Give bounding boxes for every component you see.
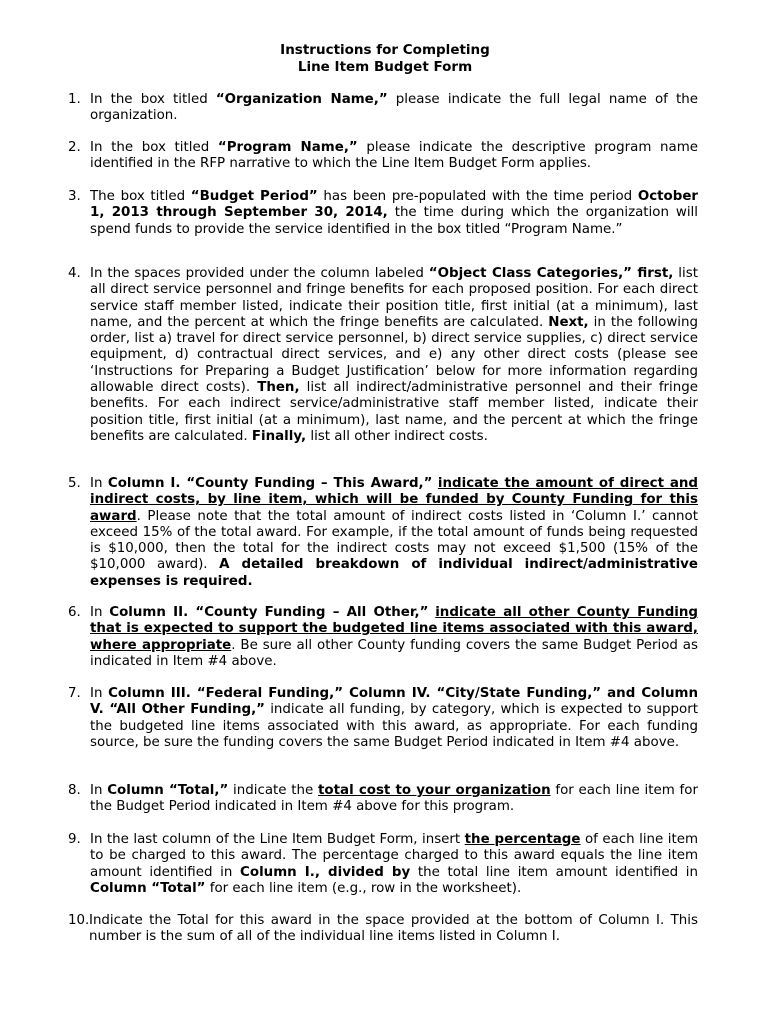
instruction-item-9 [68, 832, 698, 897]
instruction-item-3 [68, 189, 698, 238]
document-title-line-2: Line Item Budget Form [297, 59, 473, 75]
bold-phrase: “Program Name,” [217, 140, 358, 155]
text-run: indicate all funding, by category, which is expected to support the budgeted line items associated with this award, as appropriate. For each funding source, be sure the funding covers the same Budget Period indicated in Item #4 above. [90, 702, 698, 750]
instruction-item-8 [68, 783, 698, 816]
instruction-item-4 [68, 266, 698, 445]
item-number: 5. [68, 476, 81, 491]
bold-underlined-phrase: total cost to your organization [318, 783, 551, 798]
item-text [90, 832, 698, 897]
instruction-item-7 [68, 686, 698, 751]
item-number: 9. [68, 832, 81, 847]
instruction-item-1 [68, 92, 698, 125]
item-text [90, 92, 698, 125]
bold-phrase: A detailed breakdown of individual indirect/administrative expenses is required. [90, 557, 698, 589]
bold-phrase: Column III. “Federal Funding,” Column IV. “City/State Funding,” and Column V. “All Other Funding,” [90, 686, 698, 718]
instruction-item-5 [68, 476, 698, 590]
text-run: The box titled [90, 189, 191, 204]
bold-underlined-phrase: the percentage [464, 832, 581, 847]
text-run: please indicate the full legal name of the organization. [90, 92, 698, 124]
bold-phrase: Column I., divided by [240, 864, 411, 880]
text-run: has been pre-populated with the time period [317, 189, 638, 204]
bold-phrase: Column “Total,” [107, 783, 229, 798]
instruction-item-10 [68, 913, 698, 946]
text-run: indicate the [228, 783, 319, 798]
item-text [90, 605, 698, 670]
item-text [90, 686, 698, 751]
item-text [90, 189, 698, 238]
text-run: In the box titled [90, 92, 216, 107]
item-number: 6. [68, 605, 81, 620]
text-run: Indicate the Total for this award in the space provided at the bottom of Column I. This number is the sum of all of the individual line items listed in Column I. [89, 913, 698, 945]
text-run: list all other indirect costs. [306, 428, 488, 444]
item-text [90, 140, 698, 173]
bold-underlined-phrase: indicate all other County Funding that is expected to support the budgeted line items associated with this award, where appropriate [90, 605, 698, 653]
text-run: list all indirect/administrative personnel and their fringe benefits. For each indirect service/administrative staff member listed, indicate their position title, first initial (at a minimum), last name, and the percent at which the fringe benefits are calculated. [90, 380, 699, 444]
item-number: 7. [68, 686, 81, 701]
text-run: In [90, 686, 109, 701]
bold-phrase: Column “Total” [90, 880, 206, 896]
item-number: 2. [68, 140, 81, 155]
text-run: in the following order, list a) travel for direct service personnel, b) direct service supplies, c) direct service equipment, d) contractual direct services, and e) any other direct costs (please see ‘Instructions for Preparing a Budget Justification’ below for more information regarding allowable direct costs). [90, 314, 698, 396]
item-number: 4. [68, 266, 81, 281]
item-text [90, 266, 698, 445]
text-run: please indicate the descriptive program name identified in the RFP narrative to which the Line Item Budget Form applies. [90, 140, 698, 172]
bold-phrase: Next, [548, 314, 589, 330]
text-run: the total line item amount identified in [410, 864, 698, 880]
bold-phrase: “Budget Period” [190, 189, 318, 204]
text-run: In the last column of the Line Item Budget Form, insert [90, 832, 465, 847]
text-run: for each line item for the Budget Period indicated in Item #4 above for this program. [90, 783, 698, 815]
instruction-item-2 [68, 140, 698, 173]
instruction-item-6 [68, 605, 698, 670]
text-run: In the box titled [90, 140, 218, 155]
text-run: list all direct service personnel and fringe benefits for each proposed position. For each direct service staff member listed, indicate their position title, first initial (at a minimum), last name, and the percent at which the fringe benefits are calculated. [90, 266, 698, 330]
item-text [90, 476, 698, 590]
text-run: In the spaces provided under the column labeled [90, 266, 429, 281]
item-text [90, 783, 698, 816]
item-number: 3. [68, 189, 81, 204]
item-number: 1. [68, 92, 81, 107]
bold-phrase: “Object Class Categories,” first, [428, 266, 674, 281]
text-run: of each line item to be charged to this award. The percentage charged to this award equals the line item amount identified in [90, 832, 698, 880]
text-run: . Be sure all other County funding covers the same Budget Period as indicated in Item #4 above. [90, 637, 698, 669]
text-run: the time during which the organization will spend funds to provide the service identified in the box titled “Program Name.” [90, 205, 698, 237]
text-run: In [90, 605, 110, 620]
item-number: 10. [68, 913, 90, 928]
item-text [89, 913, 698, 946]
bold-underlined-phrase: indicate the amount of direct and indirect costs, by line item, which will be funded by County Funding for this award [90, 476, 699, 524]
document-title-line-1: Instructions for Completing [280, 42, 490, 58]
text-run: . Please note that the total amount of indirect costs listed in ‘Column I.’ cannot exceed 15% of the total award. For example, if the total amount of funds being requested is $10,000, then the total for the indirect costs may not exceed $1,500 (15% of the $10,000 award). [90, 508, 698, 573]
text-run: for each line item (e.g., row in the worksheet). [205, 880, 522, 896]
bold-phrase: Finally, [251, 428, 307, 444]
text-run: In [90, 783, 108, 798]
bold-phrase: Then, [257, 380, 300, 396]
bold-phrase: Column II. “County Funding – All Other,” [109, 605, 429, 620]
bold-phrase: October 1, 2013 through September 30, 2014, [90, 189, 699, 221]
text-run: In [90, 476, 108, 491]
bold-phrase: “Organization Name,” [215, 92, 388, 107]
item-number: 8. [68, 783, 81, 798]
bold-phrase: Column I. “County Funding – This Award,” [107, 476, 433, 491]
